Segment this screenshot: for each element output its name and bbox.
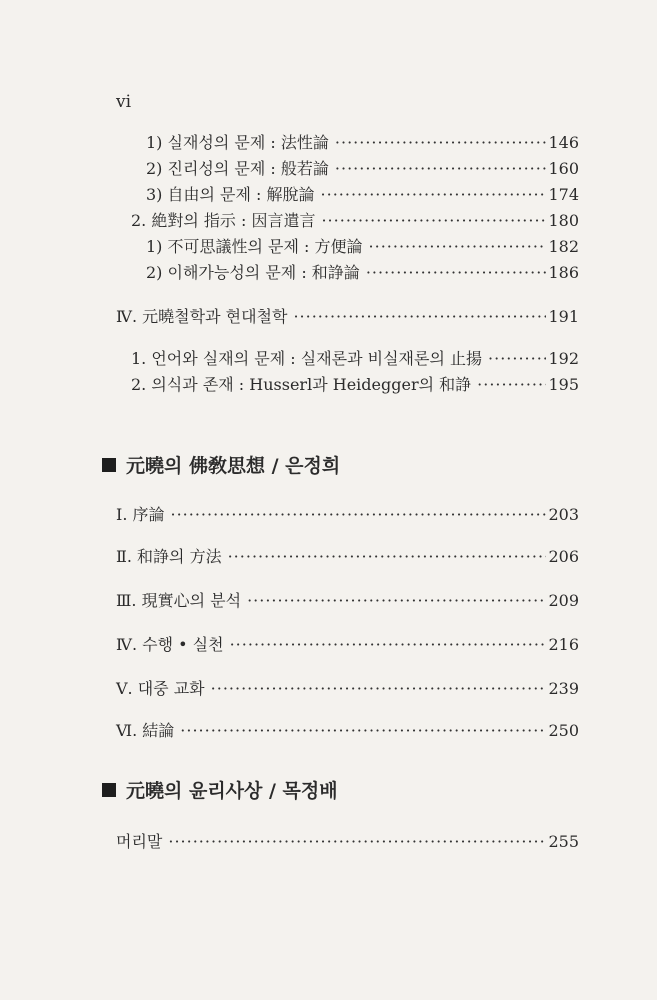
toc-entry-page: 239	[548, 679, 579, 698]
leader-dots	[228, 547, 547, 567]
toc-chapter-entry	[116, 721, 579, 741]
toc-chapter-entry	[116, 832, 579, 852]
leader-dots	[477, 375, 546, 395]
toc-entry-page: 174	[548, 185, 579, 204]
toc-chapter-entry	[116, 547, 579, 567]
toc-entry	[146, 185, 579, 205]
toc-chapter-entry	[116, 679, 579, 699]
toc-entry	[131, 375, 579, 395]
leader-dots	[230, 635, 547, 655]
toc-entry-page: 206	[548, 547, 579, 566]
toc-entry-page: 195	[548, 375, 579, 394]
leader-dots	[488, 349, 546, 369]
toc-entry-label: 1. 언어와 실재의 문제 : 실재론과 비실재론의 止揚	[131, 349, 483, 368]
toc-entry-page: 216	[548, 635, 579, 654]
leader-dots	[180, 721, 546, 741]
toc-entry-page: 182	[548, 237, 579, 256]
toc-entry-label: Ⅴ. 대중 교화	[116, 679, 205, 698]
toc-chapter-entry	[116, 635, 579, 655]
toc-entry-page: 203	[548, 505, 579, 524]
toc-chapter-entry	[116, 505, 579, 525]
leader-dots	[247, 591, 546, 611]
toc-entry-label: Ⅳ. 元曉철학과 현대철학	[116, 307, 288, 326]
section-title: 元曉의 佛敎思想 / 은정희	[126, 455, 341, 477]
toc-entry-page: 146	[548, 133, 579, 152]
toc-entry-label: 1) 실재성의 문제 : 法性論	[146, 133, 329, 152]
toc-entry-page: 255	[548, 832, 579, 851]
toc-entry-page: 209	[548, 591, 579, 610]
toc-entry	[131, 211, 579, 231]
section-heading	[102, 451, 340, 478]
toc-entry-page: 160	[548, 159, 579, 178]
toc-entry-label: 1) 不可思議性의 문제 : 方便論	[146, 237, 363, 256]
toc-entry	[146, 237, 579, 257]
toc-entry-label: 2. 의식과 존재 : Husserl과 Heidegger의 和諍	[131, 375, 472, 394]
leader-dots	[366, 263, 547, 283]
toc-entry-page: 180	[548, 211, 579, 230]
toc-entry-label: 머리말	[116, 832, 163, 851]
toc-entry-label: Ⅱ. 和諍의 方法	[116, 547, 222, 566]
toc-chapter-entry	[116, 307, 579, 327]
leader-dots	[321, 211, 546, 231]
leader-dots	[171, 505, 547, 525]
toc-entry-page: 192	[548, 349, 579, 368]
section-title: 元曉의 윤리사상 / 목정배	[126, 780, 338, 802]
section-heading	[102, 776, 338, 803]
leader-dots	[211, 679, 547, 699]
toc-entry-label: Ⅲ. 現實心의 분석	[116, 591, 242, 610]
toc-entry	[146, 133, 579, 153]
leader-dots	[168, 832, 546, 852]
toc-entry-label: 3) 自由의 문제 : 解脫論	[146, 185, 315, 204]
toc-entry-label: Ⅵ. 結論	[116, 721, 175, 740]
leader-dots	[321, 185, 547, 205]
leader-dots	[293, 307, 546, 327]
square-bullet-icon	[102, 783, 116, 797]
page-folio: vi	[116, 92, 132, 112]
toc-entry-label: 2) 이해가능성의 문제 : 和諍論	[146, 263, 360, 282]
toc-entry-page: 186	[548, 263, 579, 282]
square-bullet-icon	[102, 458, 116, 472]
toc-entry-label: Ⅳ. 수행 • 실천	[116, 635, 224, 654]
leader-dots	[335, 159, 547, 179]
toc-entry-label: Ⅰ. 序論	[116, 505, 165, 524]
toc-chapter-entry	[116, 591, 579, 611]
leader-dots	[369, 237, 547, 257]
toc-entry-label: 2) 진리성의 문제 : 般若論	[146, 159, 329, 178]
toc-entry-label: 2. 絶對의 指示 : 因言遣言	[131, 211, 316, 230]
toc-entry	[146, 263, 579, 283]
toc-entry-page: 250	[548, 721, 579, 740]
toc-entry	[146, 159, 579, 179]
leader-dots	[335, 133, 547, 153]
toc-entry	[131, 349, 579, 369]
toc-entry-page: 191	[548, 307, 579, 326]
